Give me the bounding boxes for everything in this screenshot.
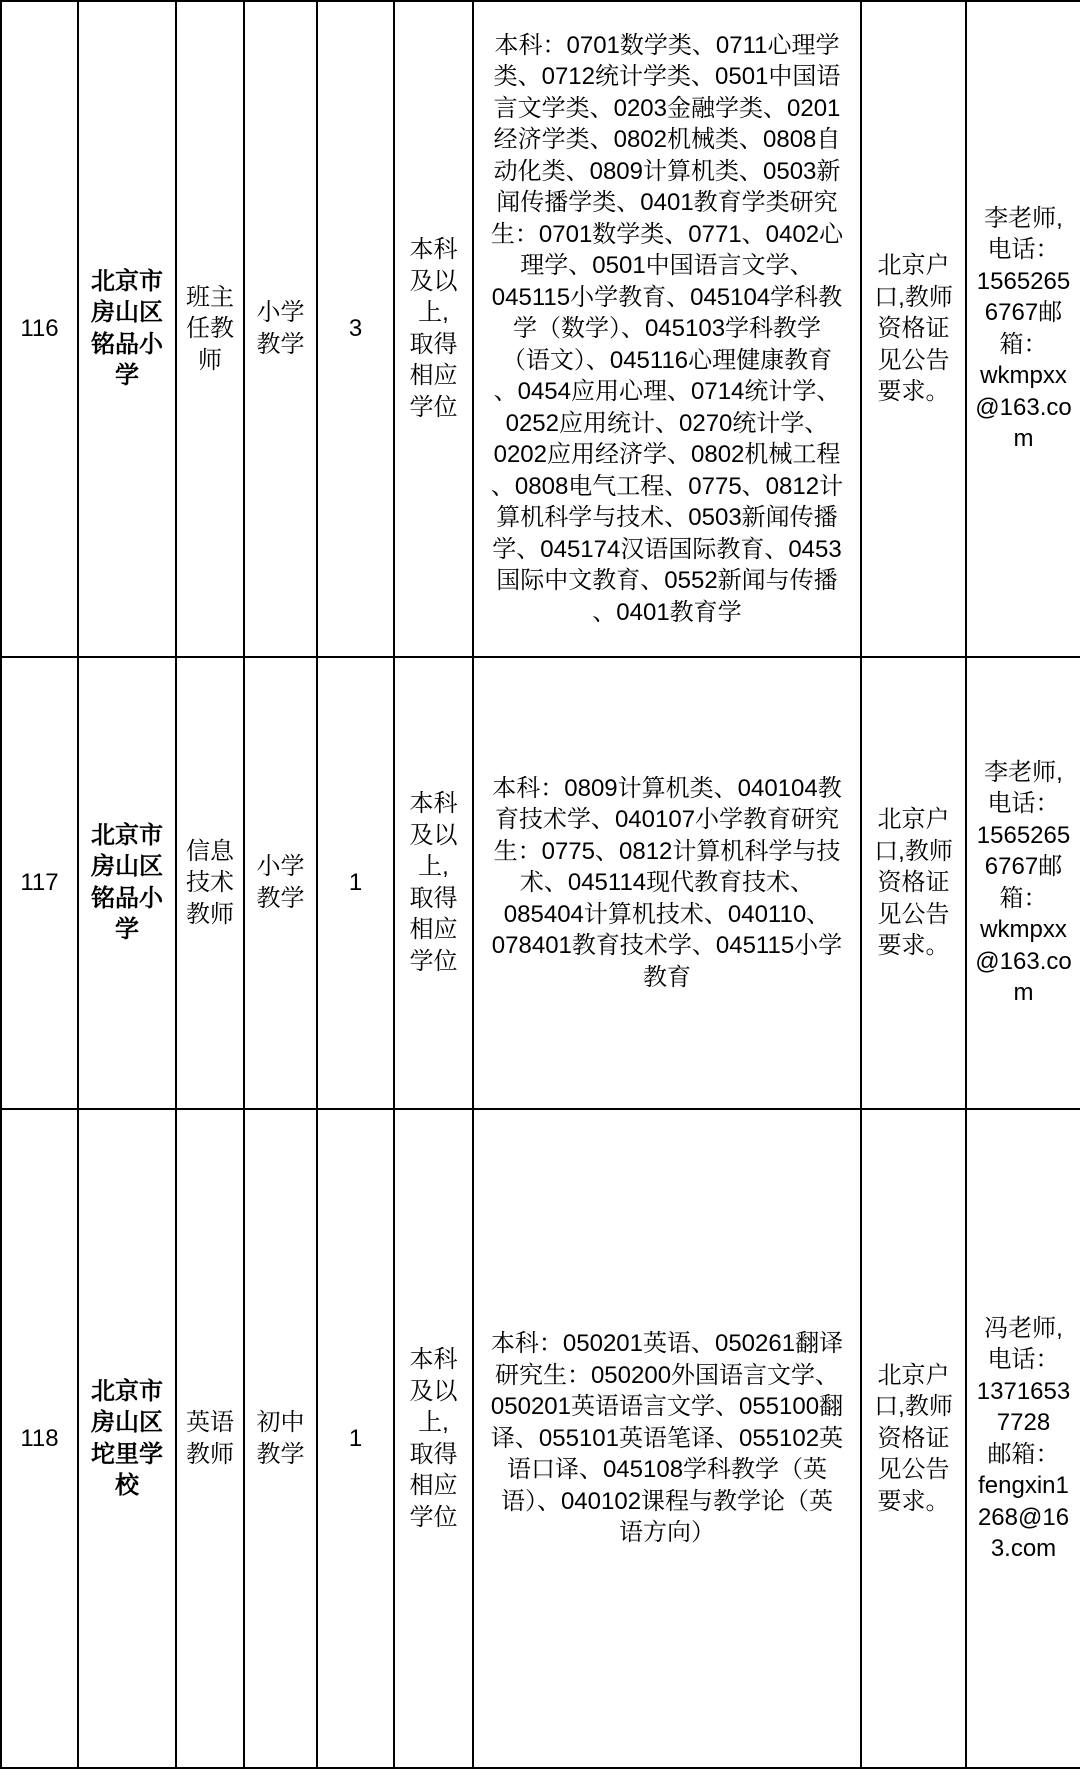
table-row: [1, 657, 1080, 1110]
school-name-cell: 北京市 房山区 铭品小 学: [78, 1, 176, 657]
contact-cell: 冯老师, 电话： 1371653 7728 邮箱： fengxin1 268@16 3.com: [966, 1109, 1080, 1768]
table-row: [1, 1, 1080, 657]
school-name-cell: 北京市 房山区 铭品小 学: [78, 657, 176, 1110]
education-cell: 本科 及以 上, 取得 相应 学位: [394, 657, 473, 1110]
count-cell: 1: [317, 1109, 394, 1768]
row-number-cell: 117: [1, 657, 78, 1110]
other-requirements-cell: 北京户 口,教师 资格证 见公告 要求。: [861, 657, 966, 1110]
row-number-cell: 118: [1, 1109, 78, 1768]
majors-cell: 本科：0809计算机类、040104教 育技术学、040107小学教育研究 生：0775、0812计算机科学与技 术、045114现代教育技术、 085404计算机技术、040110、 078401教育技术学、045115小学 教育: [473, 657, 861, 1110]
row-number-cell: 116: [1, 1, 78, 657]
position-cell: 英语 教师: [176, 1109, 244, 1768]
other-requirements-cell: 北京户 口,教师 资格证 见公告 要求。: [861, 1, 966, 657]
majors-cell: 本科：050201英语、050261翻译 研究生：050200外国语言文学、 050201英语语言文学、055100翻 译、055101英语笔译、055102英 语口译、045108学科教学（英 语）、040102课程与教学论（英 语方向）: [473, 1109, 861, 1768]
position-cell: 班主 任教 师: [176, 1, 244, 657]
education-cell: 本科 及以 上, 取得 相应 学位: [394, 1, 473, 657]
table-row: [1, 1109, 1080, 1768]
count-cell: 1: [317, 657, 394, 1110]
school-name-cell: 北京市 房山区 坨里学 校: [78, 1109, 176, 1768]
other-requirements-cell: 北京户 口,教师 资格证 见公告 要求。: [861, 1109, 966, 1768]
category-cell: 初中 教学: [244, 1109, 317, 1768]
majors-cell: 本科：0701数学类、0711心理学 类、0712统计学类、0501中国语 言文学类、0203金融学类、0201 经济学类、0802机械类、0808自 动化类、0809计算机类、0503新 闻传播学类、0401教育学类研究 生：0701数学类、0771、0402心 理学、0501中国语言文学、 045115小学教育、045104学科教 学（数学）、045103学科教学 （语文）、045116心理健康教育 、0454应用心理、0714统计学、 0252应用统计、0270统计学、 0202应用经济学、0802机械工程 、0808电气工程、0775、0812计 算机科学与技术、0503新闻传播 学、045174汉语国际教育、0453 国际中文教育、0552新闻与传播 、0401教育学: [473, 1, 861, 657]
category-cell: 小学 教学: [244, 657, 317, 1110]
contact-cell: 李老师, 电话： 1565265 6767邮 箱： wkmpxx @163.co m: [966, 1, 1080, 657]
category-cell: 小学 教学: [244, 1, 317, 657]
contact-cell: 李老师, 电话： 1565265 6767邮 箱： wkmpxx @163.co m: [966, 657, 1080, 1110]
count-cell: 3: [317, 1, 394, 657]
education-cell: 本科 及以 上, 取得 相应 学位: [394, 1109, 473, 1768]
position-cell: 信息 技术 教师: [176, 657, 244, 1110]
